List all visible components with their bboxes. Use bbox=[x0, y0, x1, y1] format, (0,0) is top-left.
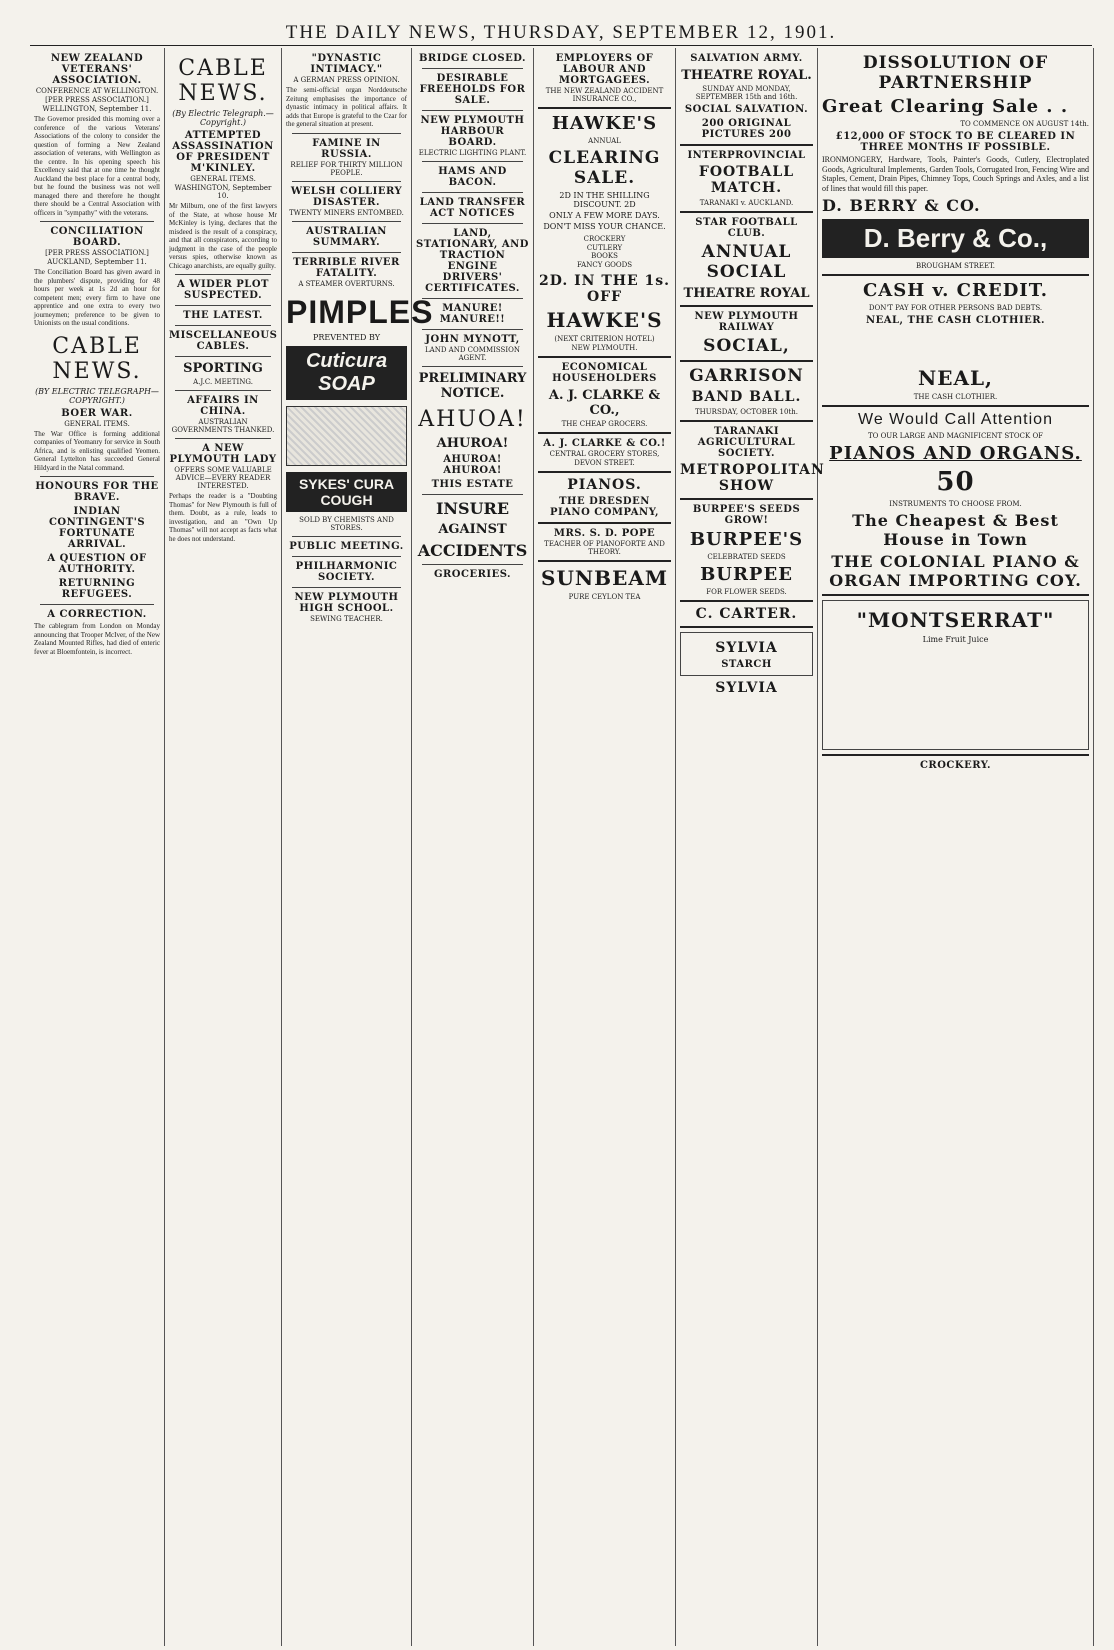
ad-subtitle: TO OUR LARGE AND MAGNIFICENT STOCK OF bbox=[867, 432, 1044, 440]
ad-title: AGAINST bbox=[438, 522, 507, 537]
column-5 bbox=[534, 48, 676, 1646]
ad-subtitle: PURE CEYLON TEA bbox=[568, 593, 641, 601]
headline: INDIAN CONTINGENT'S FORTUNATE ARRIVAL. bbox=[48, 506, 146, 550]
subheadline: RELIEF FOR THIRTY MILLION PEOPLE. bbox=[290, 160, 403, 177]
agency: [PER PRESS ASSOCIATION.] bbox=[45, 96, 149, 104]
ad-title: EMPLOYERS OF LABOUR AND MORTGAGEES. bbox=[555, 53, 654, 86]
article-text: Perhaps the reader is a "Doubting Thomas" for New Plymouth is full of them. Doubt, as a rule, leads to investigation, and an "Own Up Thomas" will not accept as facts what he does not understand. bbox=[169, 492, 277, 543]
ad-title: A. J. CLARKE & CO., bbox=[548, 388, 661, 418]
ad-title: JOHN MYNOTT, bbox=[425, 334, 520, 345]
ad-title: INTERPROVINCIAL bbox=[687, 150, 806, 161]
subheadline: AUSTRALIAN GOVERNMENTS THANKED. bbox=[171, 418, 275, 434]
headline: MISCELLANEOUS CABLES. bbox=[169, 330, 278, 352]
headline: AFFAIRS IN CHINA. bbox=[187, 395, 259, 417]
column-4 bbox=[412, 48, 534, 1646]
ad-title: THE COLONIAL PIANO & ORGAN IMPORTING COY. bbox=[829, 552, 1082, 590]
agency: [PER PRESS ASSOCIATION.] bbox=[45, 249, 149, 257]
section-subtitle: (BY ELECTRIC TELEGRAPH—COPYRIGHT.) bbox=[35, 386, 159, 405]
ad-title: AHUROA! bbox=[436, 436, 509, 451]
headline: TERRIBLE RIVER FATALITY. bbox=[293, 256, 400, 279]
ad-title: FOOTBALL MATCH. bbox=[698, 164, 795, 196]
ad-title: SUNBEAM bbox=[541, 566, 668, 590]
ad-subtitle: THE NEW ZEALAND ACCIDENT INSURANCE CO., bbox=[545, 87, 664, 103]
ad-title: Great Clearing Sale . . bbox=[822, 96, 1069, 117]
ad-subtitle: Lime Fruit Juice bbox=[922, 635, 989, 644]
ad-title: HAWKE'S bbox=[551, 113, 658, 134]
ad-title: BAND BALL. bbox=[691, 389, 802, 405]
sylvia-starch-ad bbox=[680, 632, 813, 676]
article-text: The Governor presided this morning over a conference of the various Veterans' Associations of the colony to consider the question of forming a New Zealand association of veterans, with Wellington as the centre. In his opening speech his Excellency said that at one time he thought Auckland the best place for a central body, but he found the business was not well managed there and therefore he thought there should be a Central Association with officers in "sympathy" with the veterans. bbox=[34, 115, 160, 217]
ad-title: "MONTSERRAT" bbox=[856, 608, 1055, 632]
ad-subtitle: CELEBRATED SEEDS bbox=[707, 553, 786, 561]
ad-subtitle: ELECTRIC LIGHTING PLANT. bbox=[418, 149, 527, 157]
ad-illustration bbox=[286, 406, 407, 466]
ad-title: BURPEE bbox=[700, 564, 793, 585]
dateline: AUCKLAND, September 11. bbox=[47, 258, 147, 266]
headline: SPORTING bbox=[183, 361, 263, 376]
subheadline: CONFERENCE AT WELLINGTON. bbox=[35, 87, 159, 95]
ad-title: PIANOS AND ORGANS. bbox=[829, 443, 1082, 464]
list-item: BOOKS bbox=[591, 252, 618, 260]
ad-subtitle: TEACHER OF PIANOFORTE AND THEORY. bbox=[544, 540, 665, 556]
ad-title: MRS. S. D. POPE bbox=[553, 528, 656, 539]
ad-title: TARANAKI AGRICULTURAL SOCIETY. bbox=[697, 426, 796, 459]
ad-title: ACCIDENTS bbox=[417, 541, 528, 560]
ad-subtitle: NEW PLYMOUTH. bbox=[571, 344, 638, 352]
headline: NEW ZEALAND VETERANS' ASSOCIATION. bbox=[50, 53, 144, 86]
ad-line: 2D IN THE SHILLING DISCOUNT. 2D bbox=[559, 191, 650, 209]
ad-title: ANNUAL SOCIAL bbox=[701, 242, 792, 282]
headline: BOER WAR. bbox=[61, 407, 133, 419]
masthead: THE DAILY NEWS, THURSDAY, SEPTEMBER 12, 1901. bbox=[30, 22, 1092, 46]
ad-title: PIANOS. bbox=[567, 477, 642, 493]
ad-title: SOCIAL SALVATION. bbox=[684, 104, 809, 115]
ad-subtitle: SEWING TEACHER. bbox=[310, 614, 383, 623]
ad-title: SYLVIA bbox=[715, 680, 778, 696]
ad-subtitle: LAND AND COMMISSION AGENT. bbox=[425, 346, 520, 362]
ad-subtitle: THURSDAY, OCTOBER 10th. bbox=[695, 408, 798, 416]
ad-subtitle: ANNUAL bbox=[588, 137, 621, 145]
headline: HONOURS FOR THE BRAVE. bbox=[35, 481, 159, 503]
ad-subtitle: DEVON STREET. bbox=[574, 459, 635, 467]
ad-title: PHILHARMONIC SOCIETY. bbox=[295, 560, 398, 583]
ad-title: A. J. CLARKE & CO.! bbox=[543, 438, 666, 449]
ad-subtitle: DON'T PAY FOR OTHER PERSONS BAD DEBTS. bbox=[868, 304, 1043, 312]
ad-title: AHUOA! bbox=[418, 407, 527, 432]
column-1 bbox=[30, 48, 165, 1646]
cuticura-logo: Cuticura SOAP bbox=[286, 346, 407, 400]
ad-title: BURPEE'S SEEDS GROW! bbox=[692, 504, 801, 526]
ad-subtitle: BROUGHAM STREET. bbox=[915, 262, 996, 270]
list-item: FANCY GOODS bbox=[576, 260, 633, 269]
subheadline: OFFERS SOME VALUABLE ADVICE—EVERY READER INTERESTED. bbox=[174, 466, 272, 490]
ad-title: NEAL, THE CASH CLOTHIER. bbox=[865, 315, 1046, 326]
ad-line: DON'T MISS YOUR CHANCE. bbox=[543, 222, 666, 231]
berry-logo: D. Berry & Co., bbox=[822, 219, 1089, 258]
ad-title: METROPOLITAN SHOW bbox=[680, 462, 825, 494]
ad-subtitle: TO COMMENCE ON AUGUST 14th. bbox=[960, 120, 1089, 128]
headline: ATTEMPTED ASSASSINATION OF PRESIDENT M'KINLEY. bbox=[172, 130, 274, 174]
headline: WELSH COLLIERY DISASTER. bbox=[290, 185, 403, 208]
subheadline: A GERMAN PRESS OPINION. bbox=[293, 76, 400, 84]
headline: A QUESTION OF AUTHORITY. bbox=[47, 553, 147, 575]
subheadline: A STEAMER OVERTURNS. bbox=[298, 279, 395, 288]
ad-subtitle: SUNDAY AND MONDAY, SEPTEMBER 15th and 16th. bbox=[695, 85, 798, 101]
subheadline: TWENTY MINERS ENTOMBED. bbox=[289, 208, 404, 217]
dateline: WASHINGTON, September 10. bbox=[174, 184, 272, 200]
section-subtitle: (By Electric Telegraph.—Copyright.) bbox=[172, 109, 274, 127]
ad-title: HAMS AND BACON. bbox=[438, 166, 507, 188]
section-title: CABLE NEWS. bbox=[178, 56, 268, 106]
article-text: The cablegram from London on Monday announcing that Trooper McIver, of the New Zealand Mounted Rifles, had died of enteric fever at Bloemfontein, is incorrect. bbox=[34, 622, 160, 656]
ad-title: CASH v. CREDIT. bbox=[862, 280, 1049, 301]
pimples-ad-title: PIMPLES bbox=[286, 293, 434, 330]
ad-title: DISSOLUTION OF PARTNERSHIP bbox=[862, 53, 1049, 93]
headline: "DYNASTIC INTIMACY." bbox=[310, 53, 383, 75]
ad-subtitle: THE CHEAP GROCERS. bbox=[561, 420, 648, 428]
headline: AUSTRALIAN SUMMARY. bbox=[306, 225, 387, 248]
article-text: The Conciliation Board has given award in the plumbers' dispute, providing for 48 hours per week at 1s 2d an hour for competent men; every firm to have one apprentice and one extra to every two journeymen; preference to be given to Unionists on the usual conditions. bbox=[34, 268, 160, 327]
sykes-ad: SYKES' CURA COUGH bbox=[286, 472, 407, 512]
subheadline: GENERAL ITEMS. bbox=[190, 175, 256, 183]
ad-title: CROCKERY. bbox=[919, 760, 992, 771]
ad-title: DESIRABLE FREEHOLDS FOR SALE. bbox=[419, 73, 526, 106]
ad-title: HAWKE'S bbox=[546, 308, 663, 332]
ad-title: THEATRE ROYAL bbox=[683, 286, 810, 301]
ad-title: INSURE bbox=[435, 499, 510, 518]
headline: RETURNING REFUGEES. bbox=[58, 578, 136, 600]
column-3 bbox=[282, 48, 434, 1646]
ad-subtitle: (NEXT CRITERION HOTEL) bbox=[554, 335, 655, 343]
article-text: The War Office is forming additional companies of Yeomanry for service in South Africa, and is enlisting qualified Yeomen. General Lyttelton has succeeded General Hildyard in the Natal command. bbox=[34, 429, 160, 472]
ad-title: BURPEE'S bbox=[689, 529, 804, 550]
ad-title: NEAL, bbox=[917, 366, 994, 390]
ad-title: LAND, STATIONARY, AND TRACTION ENGINE DRIVERS' CERTIFICATES. bbox=[416, 228, 529, 294]
ad-subtitle: SOLD BY CHEMISTS AND STORES. bbox=[299, 515, 394, 532]
ad-title: GARRISON bbox=[689, 366, 804, 386]
ad-title: PRELIMINARY NOTICE. bbox=[418, 371, 527, 401]
ad-title: 200 ORIGINAL PICTURES 200 bbox=[701, 118, 792, 140]
ad-title: CLEARING SALE. bbox=[548, 148, 661, 188]
subheadline: A.J.C. MEETING. bbox=[193, 378, 253, 386]
headline: A WIDER PLOT SUSPECTED. bbox=[177, 279, 269, 301]
ad-title: NEW PLYMOUTH HARBOUR BOARD. bbox=[420, 115, 525, 148]
ad-title: 50 bbox=[936, 467, 975, 497]
ad-title: C. CARTER. bbox=[695, 606, 798, 622]
subheadline: GENERAL ITEMS. bbox=[64, 419, 130, 428]
article-text: The semi-official organ Norddeutsche Zeitung emphasises the importance of dynastic intimacy in political affairs. It adds that Europe is grateful to the Czar for the general situation at present. bbox=[286, 86, 407, 128]
ad-subtitle: TARANAKI v. AUCKLAND. bbox=[699, 199, 794, 207]
ad-title: NEW PLYMOUTH HIGH SCHOOL. bbox=[294, 591, 399, 614]
ad-subtitle: FOR FLOWER SEEDS. bbox=[706, 588, 787, 596]
column-6 bbox=[676, 48, 825, 1646]
column-7 bbox=[818, 48, 1094, 1646]
ad-subtitle: STARCH bbox=[721, 659, 772, 670]
ad-text: IRONMONGERY, Hardware, Tools, Painter's Goods, Cutlery, Electroplated Goods, Agricultural Implements, Garden Tools, Corrugated Iron, Fencing Wire and Staples, Cement, Drain Pipes, Chimney Tops, Couch Springs and Axles, and a list of lines that would fill this paper. bbox=[822, 155, 1089, 193]
ad-title: D. BERRY & CO. bbox=[822, 196, 981, 215]
ad-title: The Cheapest & Best House in Town bbox=[852, 511, 1059, 549]
ad-title: MANURE! MANURE!! bbox=[439, 303, 506, 325]
ad-line: ONLY A FEW MORE DAYS. bbox=[549, 211, 660, 220]
ad-title: We Would Call Attention bbox=[858, 411, 1053, 428]
ad-subtitle: THE CASH CLOTHIER. bbox=[913, 393, 998, 401]
ad-title: AHUROA! AHUROA! bbox=[443, 454, 502, 476]
ad-title: SALVATION ARMY. bbox=[690, 53, 803, 64]
ad-title: 2D. IN THE 1s. OFF bbox=[538, 273, 671, 305]
column-2 bbox=[165, 48, 282, 1646]
ad-title: THIS ESTATE bbox=[431, 479, 514, 490]
list-item: CUTLERY bbox=[586, 243, 623, 252]
montserrat-ad bbox=[822, 600, 1089, 750]
ad-title: SOCIAL, bbox=[703, 336, 790, 356]
ad-title: LAND TRANSFER ACT NOTICES bbox=[419, 197, 526, 219]
ad-subtitle: CENTRAL GROCERY STORES, bbox=[549, 450, 660, 458]
section-title: CABLE NEWS. bbox=[52, 333, 142, 384]
ad-title: SYLVIA bbox=[715, 640, 778, 656]
headline: CONCILIATION BOARD. bbox=[50, 226, 144, 248]
ad-subtitle: INSTRUMENTS TO CHOOSE FROM. bbox=[889, 500, 1022, 508]
ad-title: NEW PLYMOUTH RAILWAY bbox=[694, 311, 799, 333]
list-item: CROCKERY bbox=[583, 235, 626, 243]
dateline: WELLINGTON, September 11. bbox=[42, 105, 152, 113]
ad-title: BRIDGE CLOSED. bbox=[418, 53, 527, 64]
headline: THE LATEST. bbox=[183, 310, 263, 321]
ad-title: PUBLIC MEETING. bbox=[289, 540, 404, 552]
ad-title: £12,000 OF STOCK TO BE CLEARED IN THREE MONTHS IF POSSIBLE. bbox=[835, 131, 1076, 153]
ad-title: THEATRE ROYAL. bbox=[681, 68, 812, 83]
ad-title: THE DRESDEN PIANO COMPANY, bbox=[549, 496, 660, 518]
headline: A CORRECTION. bbox=[47, 609, 147, 620]
article-text: Mr Milburn, one of the first lawyers of the State, at whose house Mr McKinley is lying, declares that the misdeed is the result of a conspiracy, and that all conspirators, according to judgment in the case of the people versus spies, otherwise known as Chicago anarchists, are equally guilty. bbox=[169, 202, 277, 270]
ad-title: GROCERIES. bbox=[433, 569, 512, 580]
headline: A NEW PLYMOUTH LADY bbox=[169, 443, 277, 465]
headline: FAMINE IN RUSSIA. bbox=[312, 137, 381, 160]
ad-title: STAR FOOTBALL CLUB. bbox=[695, 217, 798, 239]
ad-title: ECONOMICAL HOUSEHOLDERS bbox=[552, 362, 657, 384]
ad-subtitle: PREVENTED BY bbox=[312, 332, 380, 342]
